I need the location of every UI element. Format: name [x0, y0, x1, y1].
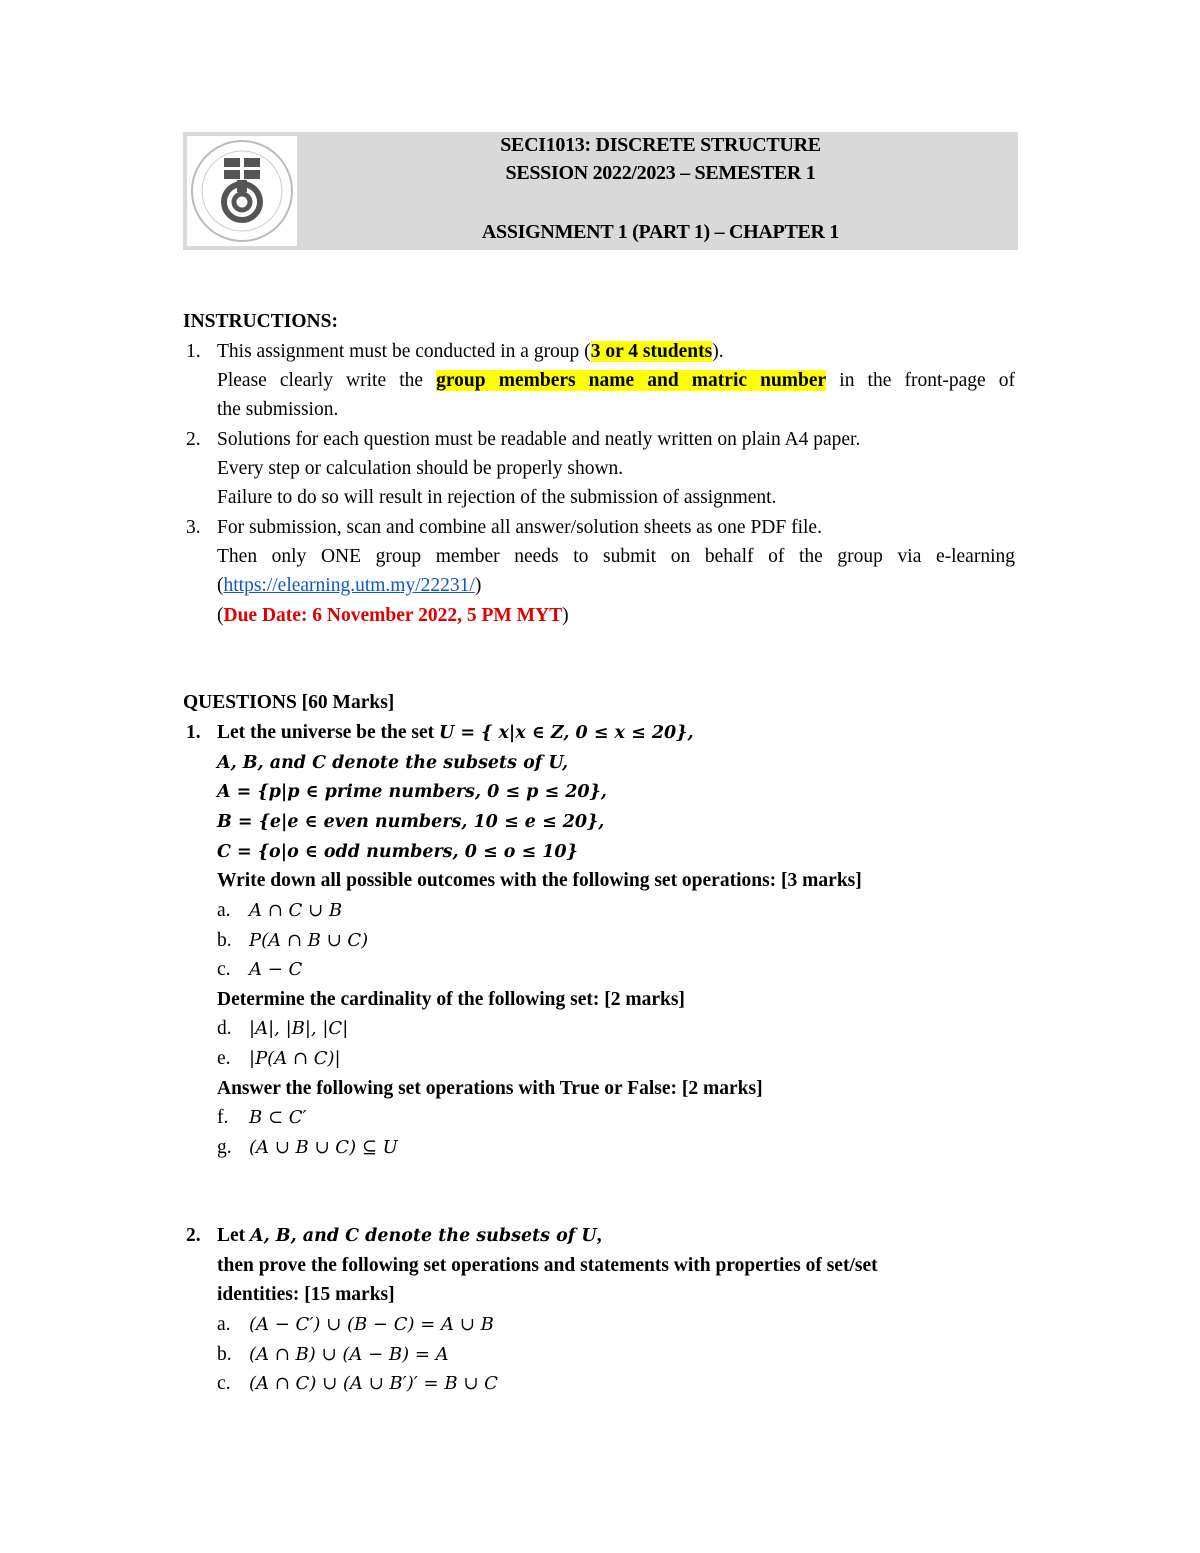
q1-section-2: Determine the cardinality of the following set: [2 marks]: [217, 989, 685, 1010]
q2-line-3: identities: [15 marks]: [217, 1284, 395, 1305]
q1-d: |A|, |B|, |C|: [249, 1018, 349, 1039]
q1-b: P(A ∩ B ∪ C): [249, 930, 369, 951]
q1-g: (A ∪ B ∪ C) ⊆ U: [249, 1137, 398, 1158]
q2-c: (A ∩ C) ∪ (A ∪ B′)′ = B ∪ C: [249, 1373, 498, 1394]
q1-f-label: f.: [217, 1107, 229, 1128]
due-date: Due Date: 6 November 2022, 5 PM MYT: [223, 605, 563, 626]
assignment-title: ASSIGNMENT 1 (PART 1) – CHAPTER 1: [481, 221, 840, 243]
instruction-2-line-1: Solutions for each question must be readable and neatly written on plain A4 paper.: [217, 429, 861, 450]
questions-heading: QUESTIONS [60 Marks]: [183, 692, 395, 713]
universe-set: U = { x|x ∈ Z, 0 ≤ x ≤ 20},: [439, 723, 694, 743]
q1-section-1: Write down all possible outcomes with the following set operations: [3 marks]: [217, 870, 862, 891]
university-logo: [187, 136, 297, 246]
q1-e: |P(A ∩ C)|: [249, 1048, 341, 1069]
q1-c: A − C: [249, 959, 303, 980]
q1-set-c: C = {o|o ∈ odd numbers, 0 ≤ o ≤ 10}: [217, 842, 578, 862]
q2-b-label: b.: [217, 1344, 232, 1365]
instruction-1-line-2: Please clearly write the group members name and matric number in the front-page of: [217, 370, 1016, 391]
university-seal-icon: [187, 136, 297, 246]
q2-a: (A − C′) ∪ (B − C) = A ∪ B: [249, 1314, 494, 1335]
instruction-3-line-3: (https://elearning.utm.my/22231/): [217, 575, 482, 596]
q1-set-b: B = {e|e ∈ even numbers, 10 ≤ e ≤ 20},: [217, 812, 605, 832]
q2-a-label: a.: [217, 1314, 231, 1335]
q1-line-1: Let the universe be the set U = { x|x ∈ Z, 0 ≤ x ≤ 20},: [217, 722, 694, 743]
q1-e-label: e.: [217, 1048, 231, 1069]
q2-c-label: c.: [217, 1373, 231, 1394]
instruction-2-number: 2.: [186, 429, 201, 450]
q1-f: B ⊂ C′: [249, 1107, 307, 1128]
group-members-highlight: group members name and matric number: [436, 370, 827, 391]
q2-b: (A ∩ B) ∪ (A − B) = A: [249, 1344, 449, 1365]
q1-g-label: g.: [217, 1137, 232, 1158]
q1-a: A ∩ C ∪ B: [249, 900, 343, 921]
instruction-1-number: 1.: [186, 341, 201, 362]
group-size-highlight: 3 or 4 students: [590, 341, 713, 362]
instruction-3-number: 3.: [186, 517, 201, 538]
instruction-2-line-3: Failure to do so will result in rejection of the submission of assignment.: [217, 487, 777, 508]
session-title: SESSION 2022/2023 – SEMESTER 1: [505, 162, 816, 184]
course-title: SECI1013: DISCRETE STRUCTURE: [500, 134, 821, 156]
q1-d-label: d.: [217, 1018, 232, 1039]
q1-number: 1.: [186, 722, 201, 743]
due-date-line: (Due Date: 6 November 2022, 5 PM MYT): [217, 605, 569, 626]
instructions-heading: INSTRUCTIONS:: [183, 311, 338, 332]
elearning-link[interactable]: https://elearning.utm.my/22231/: [223, 575, 475, 596]
q1-section-3: Answer the following set operations with True or False: [2 marks]: [217, 1078, 763, 1099]
q1-b-label: b.: [217, 930, 232, 951]
q2-number: 2.: [186, 1225, 201, 1246]
instruction-1-line-1: This assignment must be conducted in a group (3 or 4 students).: [217, 341, 724, 362]
q1-set-a: A = {p|p ∈ prime numbers, 0 ≤ p ≤ 20},: [217, 782, 607, 802]
instruction-2-line-2: Every step or calculation should be properly shown.: [217, 458, 624, 479]
q1-a-label: a.: [217, 900, 231, 921]
q2-line-1: Let A, B, and C denote the subsets of U,: [217, 1225, 602, 1246]
instruction-3-line-1: For submission, scan and combine all answer/solution sheets as one PDF file.: [217, 517, 822, 538]
q1-line-2: A, B, and C denote the subsets of U,: [217, 753, 569, 773]
instruction-1-line-3: the submission.: [217, 399, 339, 420]
instruction-3-line-2: Then only ONE group member needs to submit on behalf of the group via e-learning: [217, 546, 1015, 567]
subsets-statement: A, B, and C denote the subsets of U: [250, 1226, 597, 1246]
q2-line-2: then prove the following set operations and statements with properties of set/set: [217, 1255, 878, 1276]
header-box: [183, 132, 1018, 250]
q1-c-label: c.: [217, 959, 231, 980]
